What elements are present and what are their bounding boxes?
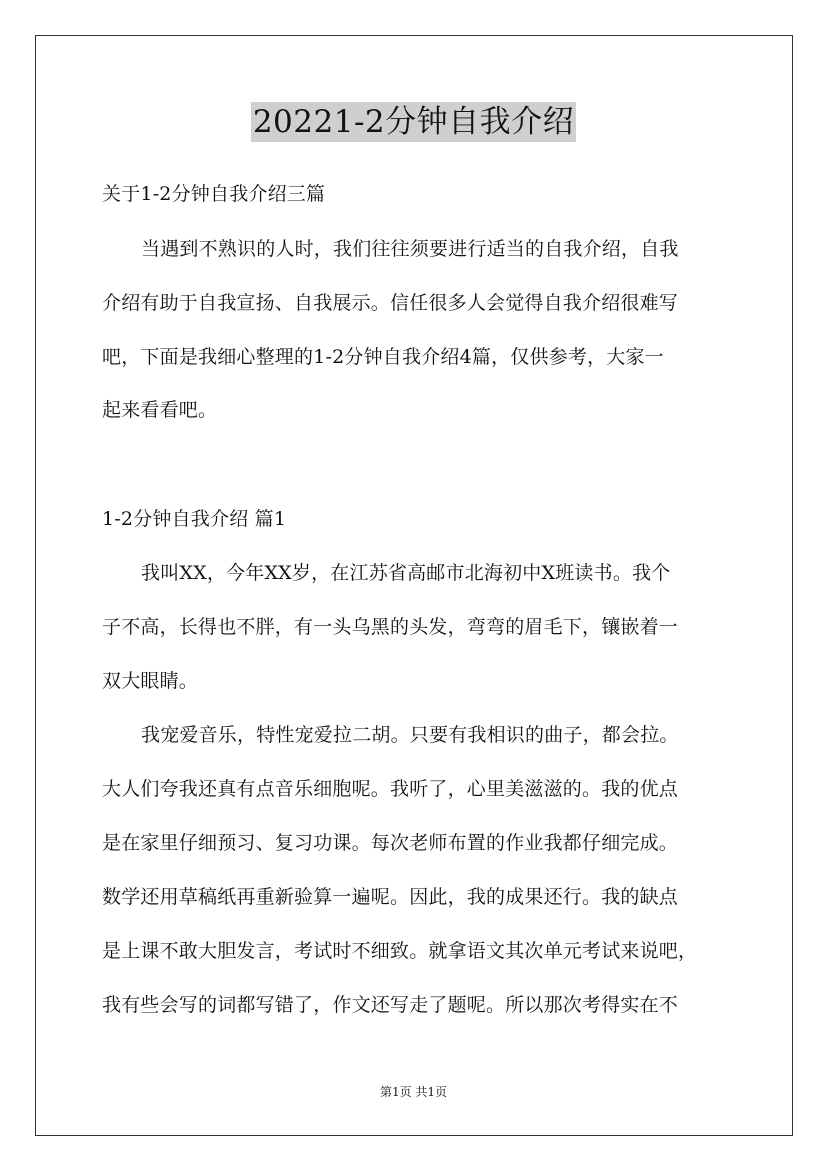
title-container [0,102,827,142]
paragraph-line: 数学还用草稿纸再重新验算一遍呢。因此，我的成果还行。我的缺点 [102,886,679,908]
paragraph-line: 我有些会写的词都写错了，作文还写走了题呢。所以那次考得实在不 [102,994,679,1016]
paragraph-line: 子不高，长得也不胖，有一头乌黑的头发，弯弯的眉毛下，镶嵌着一 [102,616,679,638]
paragraph-line: 介绍有助于自我宣扬、自我展示。信任很多人会觉得自我介绍很难写 [102,292,679,314]
paragraph-line: 当遇到不熟识的人时，我们往往须要进行适当的自我介绍，自我 [141,238,679,260]
section-heading-intro: 关于1-2分钟自我介绍三篇 [102,183,326,205]
page-number-footer: 第1页 共1页 [379,1085,448,1099]
paragraph-line: 我宠爱音乐，特性宠爱拉二胡。只要有我相识的曲子，都会拉。 [141,724,679,746]
paragraph-line: 我叫XX，今年XX岁，在江苏省高邮市北海初中X班读书。我个 [141,562,671,584]
section-heading-part1: 1-2分钟自我介绍 篇1 [102,508,287,530]
paragraph-line: 大人们夸我还真有点音乐细胞呢。我听了，心里美滋滋的。我的优点 [102,778,679,800]
document-title: 20221-2分钟自我介绍 [252,104,575,140]
paragraph-line: 吧，下面是我细心整理的1-2分钟自我介绍4篇，仅供参考，大家一 [102,346,664,368]
paragraph-line: 起来看看吧。 [102,399,218,421]
paragraph-line: 是在家里仔细预习、复习功课。每次老师布置的作业我都仔细完成。 [102,832,679,854]
paragraph-line: 双大眼睛。 [102,670,199,692]
paragraph-line: 是上课不敢大胆发言，考试时不细致。就拿语文其次单元考试来说吧， [102,940,698,962]
